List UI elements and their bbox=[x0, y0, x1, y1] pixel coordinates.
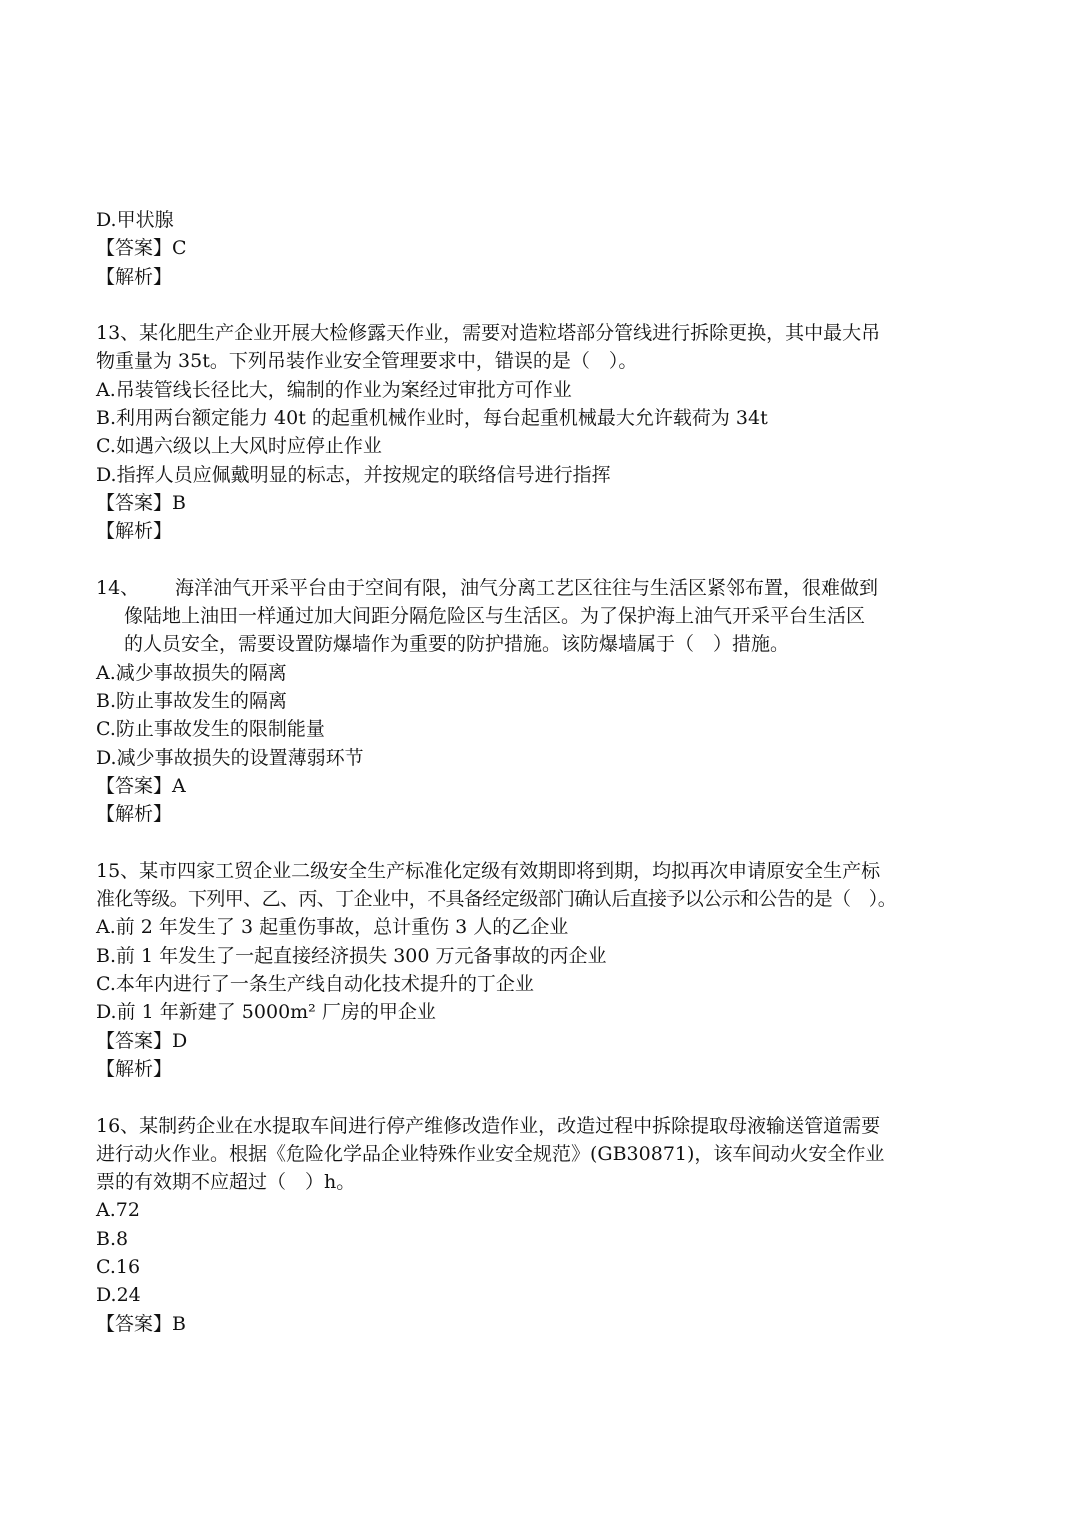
question-text: 16、某制药企业在水提取车间进行停产维修改造作业，改造过程中拆除提取母液输送管道需要 bbox=[96, 1114, 881, 1137]
answer: 【答案】A bbox=[96, 774, 186, 797]
option-c: C.本年内进行了一条生产线自动化技术提升的丁企业 bbox=[96, 973, 534, 996]
spacer bbox=[96, 1083, 986, 1111]
question-text-first-line: 海洋油气开采平台由于空间有限，油气分离工艺区往往与生活区紧邻布置，很难做到 bbox=[175, 576, 879, 599]
option-b: B.前 1 年发生了一起直接经济损失 300 万元备事故的丙企业 bbox=[96, 944, 607, 967]
question-text: 15、某市四家工贸企业二级安全生产标准化定级有效期即将到期，均拟再次申请原安全生产标 bbox=[96, 859, 881, 882]
option-d: D.甲状腺 bbox=[96, 209, 174, 231]
analysis-label: 【解析】 bbox=[96, 803, 173, 826]
question-text: 的人员安全，需要设置防爆墙作为重要的防护措施。该防爆墙属于（ ）措施。 bbox=[124, 633, 790, 656]
question-14 bbox=[96, 574, 986, 829]
option-a: A.前 2 年发生了 3 起重伤事故，总计重伤 3 人的乙企业 bbox=[96, 916, 569, 939]
option-c: C.如遇六级以上大风时应停止作业 bbox=[96, 435, 382, 458]
option-a: A.72 bbox=[96, 1199, 140, 1222]
option-d: D.指挥人员应佩戴明显的标志，并按规定的联络信号进行指挥 bbox=[96, 463, 611, 486]
question-number: 14、 bbox=[96, 576, 140, 599]
question-text: 物重量为 35t。下列吊装作业安全管理要求中，错误的是（ ）。 bbox=[96, 350, 638, 373]
answer: 【答案】C bbox=[96, 237, 187, 260]
spacer bbox=[96, 829, 986, 857]
option-a: A.减少事故损失的隔离 bbox=[96, 661, 287, 684]
analysis-label: 【解析】 bbox=[96, 265, 173, 288]
analysis-label: 【解析】 bbox=[96, 1057, 173, 1080]
question-15 bbox=[96, 857, 986, 1083]
option-d: D.减少事故损失的设置薄弱环节 bbox=[96, 746, 364, 769]
option-c: C.防止事故发生的限制能量 bbox=[96, 718, 325, 741]
question-13 bbox=[96, 319, 986, 545]
spacer bbox=[96, 546, 986, 574]
answer: 【答案】B bbox=[96, 1312, 186, 1335]
answer: 【答案】B bbox=[96, 491, 186, 514]
question-text: 准化等级。下列甲、乙、丙、丁企业中，不具备经定级部门确认后直接予以公示和公告的是（ ）。 bbox=[96, 888, 897, 911]
question-text: 13、某化肥生产企业开展大检修露天作业，需要对造粒塔部分管线进行拆除更换，其中最大吊 bbox=[96, 322, 881, 345]
option-b: B.防止事故发生的隔离 bbox=[96, 690, 288, 713]
question-text bbox=[96, 574, 986, 602]
option-a: A.吊装管线长径比大，编制的作业为案经过审批方可作业 bbox=[96, 378, 572, 401]
option-d: D.24 bbox=[96, 1284, 141, 1307]
question-16 bbox=[96, 1112, 986, 1338]
spacer bbox=[96, 291, 986, 319]
document-page bbox=[96, 206, 986, 1338]
option-b: B.8 bbox=[96, 1227, 129, 1250]
question-text: 像陆地上油田一样通过加大间距分隔危险区与生活区。为了保护海上油气开采平台生活区 bbox=[124, 605, 866, 628]
analysis-label: 【解析】 bbox=[96, 520, 173, 543]
option-d: D.前 1 年新建了 5000m² 厂房的甲企业 bbox=[96, 1001, 436, 1024]
option-b: B.利用两台额定能力 40t 的起重机械作业时，每台起重机械最大允许载荷为 34t bbox=[96, 407, 768, 430]
answer: 【答案】D bbox=[96, 1029, 188, 1052]
question-text: 票的有效期不应超过（ ）h。 bbox=[96, 1171, 356, 1194]
question-12-tail bbox=[96, 206, 986, 291]
option-c: C.16 bbox=[96, 1255, 141, 1278]
question-text: 进行动火作业。根据《危险化学品企业特殊作业安全规范》(GB30871)，该车间动火安全作业 bbox=[96, 1142, 885, 1165]
